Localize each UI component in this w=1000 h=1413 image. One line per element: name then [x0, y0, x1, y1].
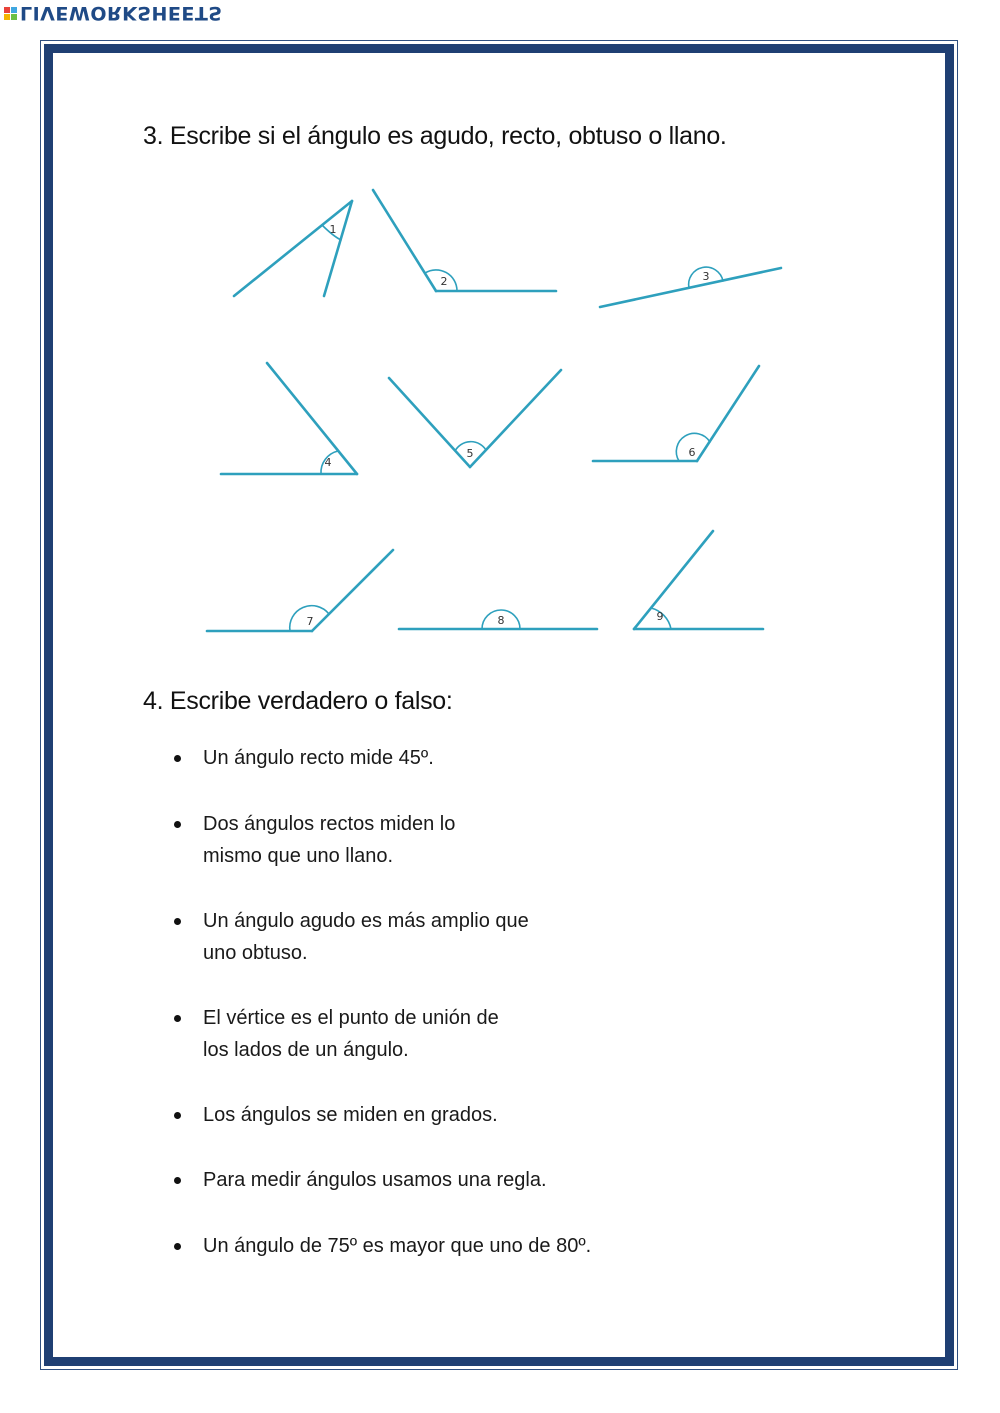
angle-9 [634, 531, 763, 629]
statement-4-text: El vértice es el punto de unión de los lados de un ángulo. [203, 1007, 499, 1061]
angles-figure [0, 0, 1000, 680]
bullet-icon [174, 1177, 181, 1184]
bullet-icon [174, 1112, 181, 1119]
angle-2-label: 2 [440, 275, 448, 288]
angle-4 [221, 363, 357, 474]
angle-3-label: 3 [702, 270, 710, 283]
angle-7 [207, 550, 393, 631]
statement-1-text: Un ángulo recto mide 45º. [203, 747, 434, 769]
angle-8-label: 8 [497, 614, 505, 627]
angle-5-label: 5 [466, 447, 474, 460]
question-4-title: 4. Escribe verdadero o falso: [143, 687, 453, 715]
statement-5 [170, 1099, 498, 1131]
statement-6-text: Para medir ángulos usamos una regla. [203, 1169, 547, 1191]
statement-3 [170, 905, 529, 969]
angle-1 [234, 201, 352, 296]
statement-5-text: Los ángulos se miden en grados. [203, 1104, 498, 1126]
angle-4-label: 4 [324, 456, 332, 469]
bullet-icon [174, 821, 181, 828]
angle-2 [373, 190, 556, 291]
angle-6 [593, 366, 759, 461]
angle-3 [600, 267, 781, 307]
bullet-icon [174, 1015, 181, 1022]
statement-7 [170, 1230, 591, 1262]
bullet-icon [174, 755, 181, 762]
statement-1 [170, 742, 434, 774]
angle-7-label: 7 [306, 615, 314, 628]
angle-6-label: 6 [688, 446, 696, 459]
statement-4 [170, 1002, 499, 1066]
statement-2 [170, 808, 455, 872]
statement-6 [170, 1164, 547, 1196]
bullet-icon [174, 1243, 181, 1250]
question-3-title: 3. Escribe si el ángulo es agudo, recto, obtuso o llano. [143, 122, 727, 150]
statement-2-text: Dos ángulos rectos miden lo mismo que uno llano. [203, 813, 456, 867]
bullet-icon [174, 918, 181, 925]
statement-3-text: Un ángulo agudo es más amplio que uno obtuso. [203, 910, 529, 964]
angle-9-label: 9 [656, 610, 664, 623]
angle-1-label: 1 [329, 223, 337, 236]
brand-text: LIVEWORKSHEETS [20, 2, 223, 24]
statement-7-text: Un ángulo de 75º es mayor que uno de 80º. [203, 1235, 592, 1257]
angle-5 [389, 370, 561, 467]
